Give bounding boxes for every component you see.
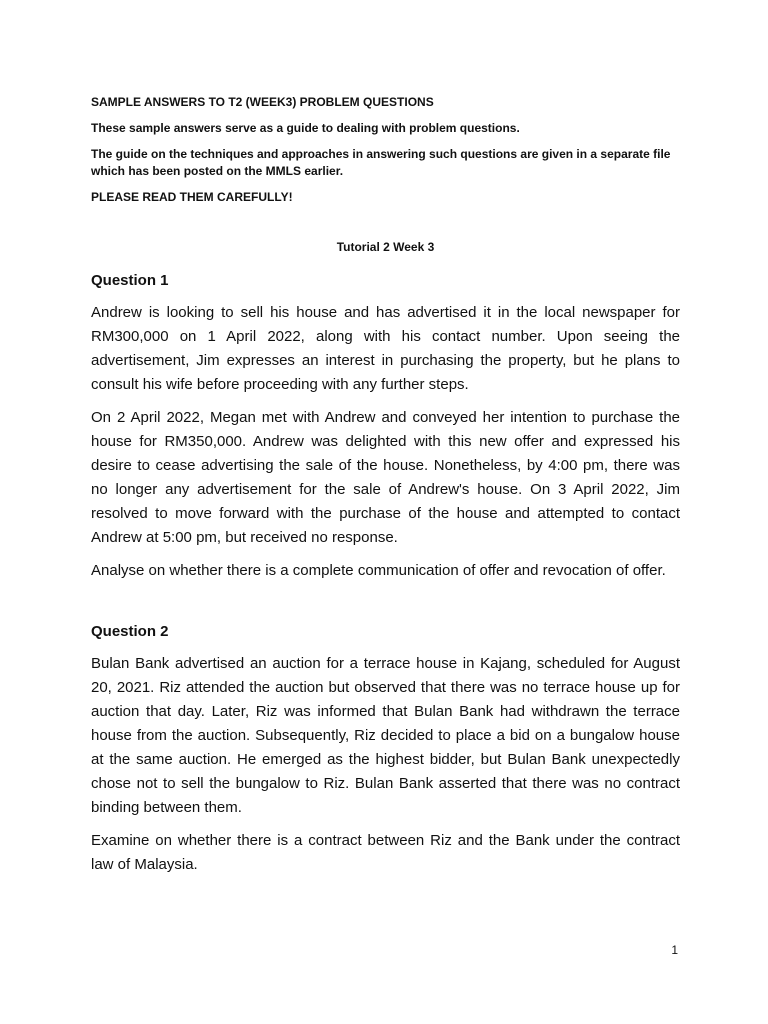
- read-carefully-warning: PLEASE READ THEM CAREFULLY!: [91, 190, 293, 204]
- page-number: 1: [671, 943, 678, 957]
- question-1-title: Question 1: [91, 272, 169, 289]
- question-2-paragraph-1: Bulan Bank advertised an auction for a terrace house in Kajang, scheduled for August 20, 2021. Riz attended the auction but observed that there was no terrace house up for auction that day. Later, Riz was informed that Bulan Bank had withdrawn the terrace house from the auction. Subsequently, Riz decided to place a bid on a bungalow house at the same auction. He emerged as the highest bidder, but Bulan Bank unexpectedly chose not to sell the bungalow to Riz. Bulan Bank asserted that there was no contract binding between them.: [91, 655, 680, 816]
- guide-note: These sample answers serve as a guide to dealing with problem questions.: [91, 121, 520, 135]
- techniques-note: The guide on the techniques and approaches in answering such questions are given in a separate file which has been posted on the MMLS earlier.: [91, 147, 671, 178]
- document-body: [91, 94, 680, 886]
- question-2-title: Question 2: [91, 623, 169, 640]
- tutorial-title: Tutorial 2 Week 3: [336, 240, 435, 254]
- question-1-paragraph-1: Andrew is looking to sell his house and has advertised it in the local newspaper for RM300,000 on 1 April 2022, along with his contact number. Upon seeing the advertisement, Jim expresses an interest in purchasing the property, but he plans to consult his wife before proceeding with any further steps.: [91, 304, 680, 393]
- question-1-paragraph-2: On 2 April 2022, Megan met with Andrew and conveyed her intention to purchase the house for RM350,000. Andrew was delighted with this new offer and expressed his desire to cease advertising the sale of the house. Nonetheless, by 4:00 pm, there was no longer any advertisement for the sale of Andrew's house. On 3 April 2022, Jim resolved to move forward with the purchase of the house and attempted to contact Andrew at 5:00 pm, but received no response.: [91, 409, 680, 546]
- question-1-task: Analyse on whether there is a complete communication of offer and revocation of offer.: [91, 562, 666, 579]
- document-heading: SAMPLE ANSWERS TO T2 (WEEK3) PROBLEM QUESTIONS: [91, 95, 434, 109]
- question-2-task: Examine on whether there is a contract between Riz and the Bank under the contract law of Malaysia.: [91, 832, 680, 873]
